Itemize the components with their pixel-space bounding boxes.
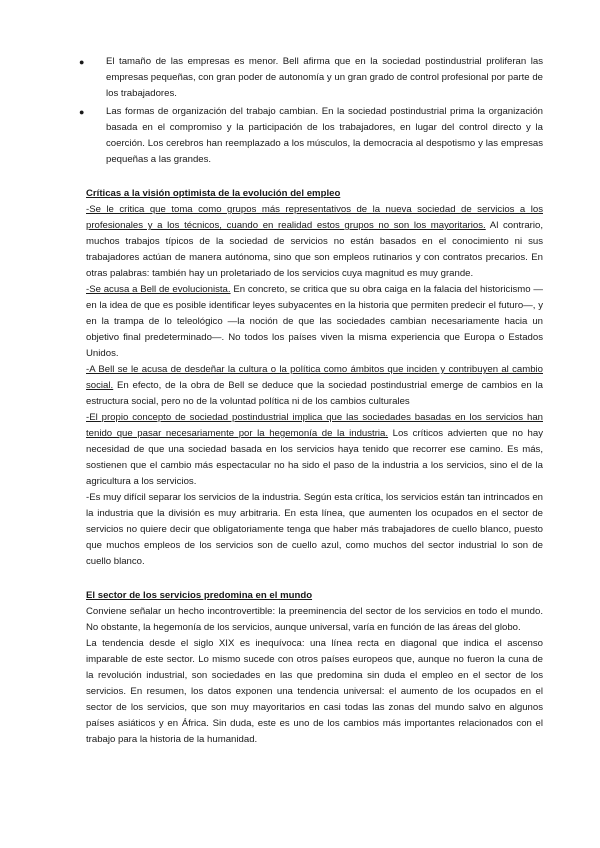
paragraph: Conviene señalar un hecho incontrovertible: la preeminencia del sector de los servicios en todo el mundo. No obstante, la hegemonía de los servicios, aunque universal, varía en función de las áreas del globo. [86, 606, 543, 633]
paragraph-text: En efecto, de la obra de Bell se deduce que la sociedad postindustrial emerge de cambios en la estructura social, pero no de la voluntad política ni de los cambios culturales [86, 380, 543, 407]
section-heading: Críticas a la visión optimista de la evolución del empleo [86, 188, 341, 199]
bullet-item [79, 104, 543, 168]
underlined-text: -Se acusa a Bell de evolucionista. [86, 284, 231, 295]
paragraph-text: En concreto, se critica que su obra caiga en la falacia del historicismo —en la idea de que es posible identificar leyes subyacentes en la historia que permiten predecir el futuro—, y en la trampa de lo teleológico —la noción de que las sociedades cambian necesariamente hacia un objetivo final predeterminado—. No todos los países viven la misma experiencia que Europa o Estados Unidos. [86, 284, 543, 359]
bullet-item [79, 54, 543, 102]
underlined-text: -El propio concepto de sociedad postindustrial implica que las sociedades basadas en los servicios han tenido que pasar necesariamente por la hegemonía de la industria. [86, 412, 543, 439]
paragraph [86, 362, 543, 410]
underlined-text: -A Bell se le acusa de desdeñar la cultura o la política como ámbitos que inciden y contribuyen al cambio social. [86, 364, 543, 391]
paragraph [86, 282, 543, 362]
section-criticas [86, 186, 543, 570]
bullet-list [79, 54, 543, 168]
paragraph: La tendencia desde el siglo XIX es inequívoca: una línea recta en diagonal que indica el ascenso imparable de este sector. Lo mismo sucede con otros países europeos que, aunque no fueron la cuna de la revolución industrial, son sociedades en las que predomina sin duda el empleo en el sector de los servicios. En resumen, los datos exponen una tendencia universal: el aumento de los ocupados en el sector de los servicios, que son muy mayoritarios en casi todas las zonas del mundo salvo en algunos países asiáticos y en África. Sin duda, este es uno de los cambios más importantes relacionados con el trabajo para la historia de la humanidad. [86, 638, 543, 745]
section-heading: El sector de los servicios predomina en el mundo [86, 590, 313, 601]
paragraph-text: Al contrario, muchos trabajos típicos de la sociedad de servicios no están basados en el conocimiento ni sus trabajadores actúan de manera autónoma, sino que son empleos rutinarios y con contratos precarios. En otras palabras: también hay un proletariado de los servicios cuya magnitud es muy grande. [86, 220, 543, 279]
bullet-icon: ● [79, 107, 85, 117]
paragraph: -Es muy difícil separar los servicios de la industria. Según esta crítica, los servicios están tan intrincados en la industria que la división es muy arbitraria. En esta línea, que aumenten los ocupados en el sector de servicios no quiere decir que obligatoriamente tenga que haber más trabajadores de cuello blanco, puesto que muchos empleos de los servicios son de cuello azul, como muchos del sector industrial lo son de cuello blanco. [86, 492, 543, 567]
bullet-text: Las formas de organización del trabajo cambian. En la sociedad postindustrial prima la organización basada en el compromiso y la participación de los trabajadores, en lugar del control directo y la coerción. Los cerebros han reemplazado a los músculos, la democracia al despotismo y las empresas pequeñas a las grandes. [106, 106, 543, 165]
paragraph [86, 202, 543, 282]
bullet-text: El tamaño de las empresas es menor. Bell afirma que en la sociedad postindustrial proliferan las empresas pequeñas, con gran poder de autonomía y un gran grado de control profesional por parte de los trabajadores. [106, 56, 543, 99]
underlined-text: -Se le critica que toma como grupos más representativos de la nueva sociedad de servicios a los profesionales y a los técnicos, cuando en realidad estos grupos no son los mayoritarios. [86, 204, 543, 231]
paragraph [86, 410, 543, 490]
paragraph-text: Los críticos advierten que no hay necesidad de que una sociedad basada en los servicios haya tenido que recorrer ese camino. Es más, sostienen que el cambio más espectacular no ha sido el paso de la industria a los servicios, sino el de la agricultura a los servicios. [86, 428, 543, 487]
bullet-icon: ● [79, 57, 85, 67]
section-servicios [86, 588, 543, 748]
